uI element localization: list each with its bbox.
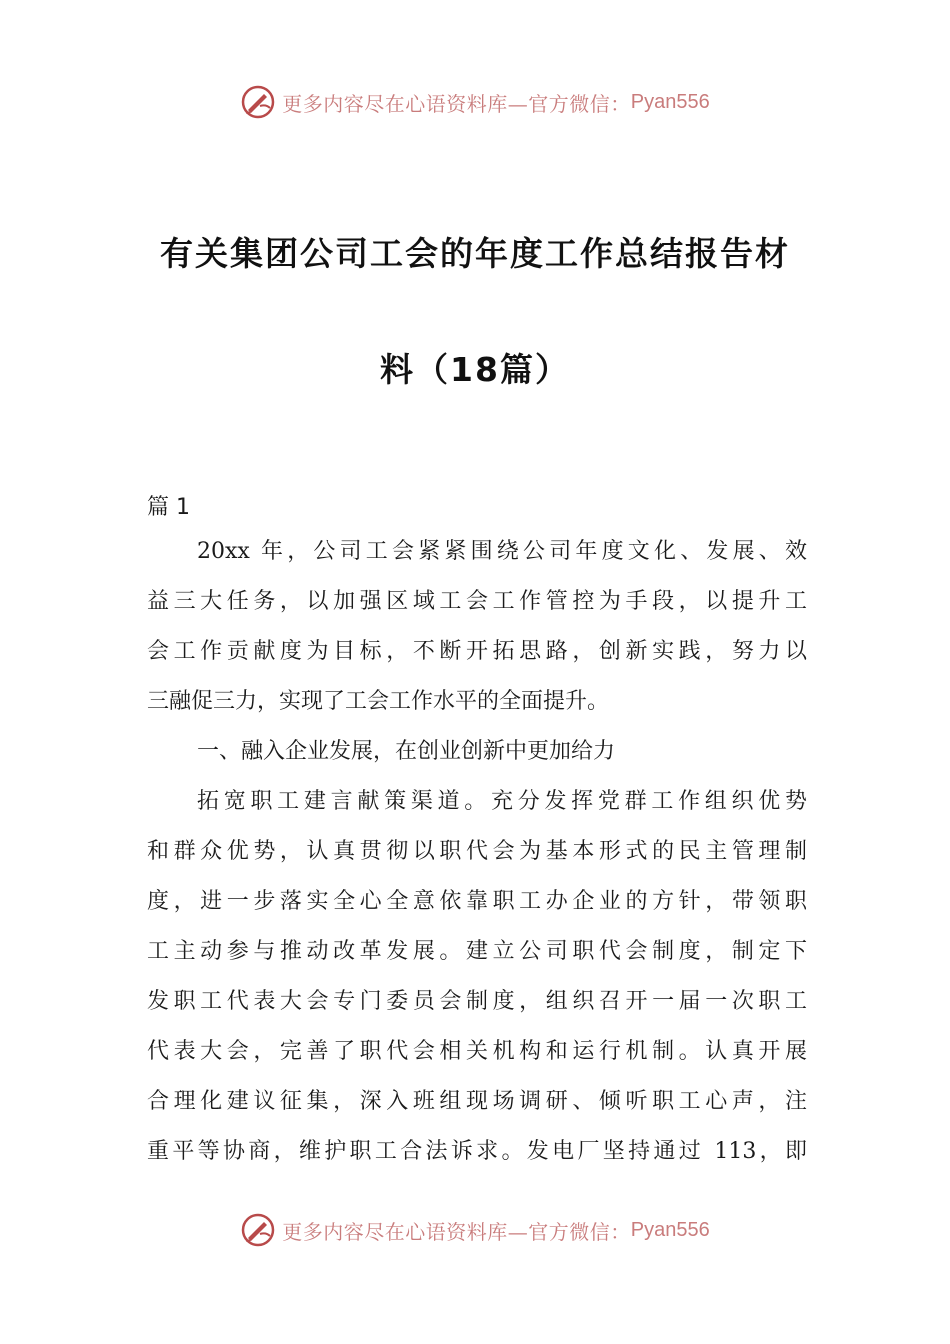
paragraph-1-line: 20xx 年，公司工会紧紧围绕公司年度文化、发展、效: [197, 539, 807, 564]
document-title-line2: 料（18篇）: [380, 350, 570, 389]
section-heading-1: 一、融入企业发展，在创业创新中更加给力: [197, 739, 616, 764]
section-label: 篇 1: [147, 495, 190, 520]
watermark-text: 更多内容尽在心语资料库—官方微信：: [282, 1219, 631, 1244]
paragraph-1-line: 会工作贡献度为目标，不断开拓思路，创新实践，努力以: [147, 639, 807, 664]
header-watermark: [0, 82, 950, 122]
paragraph-2-line: 工主动参与推动改革发展。建立公司职代会制度，制定下: [147, 939, 807, 964]
paragraph-1-line: 益三大任务，以加强区域工会工作管控为手段，以提升工: [147, 589, 807, 614]
paragraph-1-line: 三融促三力，实现了工会工作水平的全面提升。: [147, 689, 610, 714]
paragraph-2-line: 代表大会，完善了职代会相关机构和运行机制。认真开展: [147, 1039, 807, 1064]
paragraph-2-line: 合理化建议征集，深入班组现场调研、倾听职工心声，注: [147, 1089, 807, 1114]
pen-logo-icon: [240, 1212, 276, 1248]
paragraph-2-line: 拓宽职工建言献策渠道。充分发挥党群工作组织优势: [197, 789, 807, 814]
paragraph-2-line: 度，进一步落实全心全意依靠职工办企业的方针，带领职: [147, 889, 807, 914]
watermark-id: Pyan556: [630, 1218, 710, 1241]
document-title-line1: 有关集团公司工会的年度工作总结报告材: [160, 234, 790, 273]
watermark-id: Pyan556: [630, 90, 710, 113]
paragraph-2-line: 重平等协商，维护职工合法诉求。发电厂坚持通过 113，即: [147, 1139, 807, 1164]
paragraph-2-line: 和群众优势，认真贯彻以职代会为基本形式的民主管理制: [147, 839, 807, 864]
pen-logo-icon: [240, 84, 276, 120]
footer-watermark: [0, 1210, 950, 1250]
watermark-text: 更多内容尽在心语资料库—官方微信：: [282, 91, 631, 116]
paragraph-2-line: 发职工代表大会专门委员会制度，组织召开一届一次职工: [147, 989, 807, 1014]
